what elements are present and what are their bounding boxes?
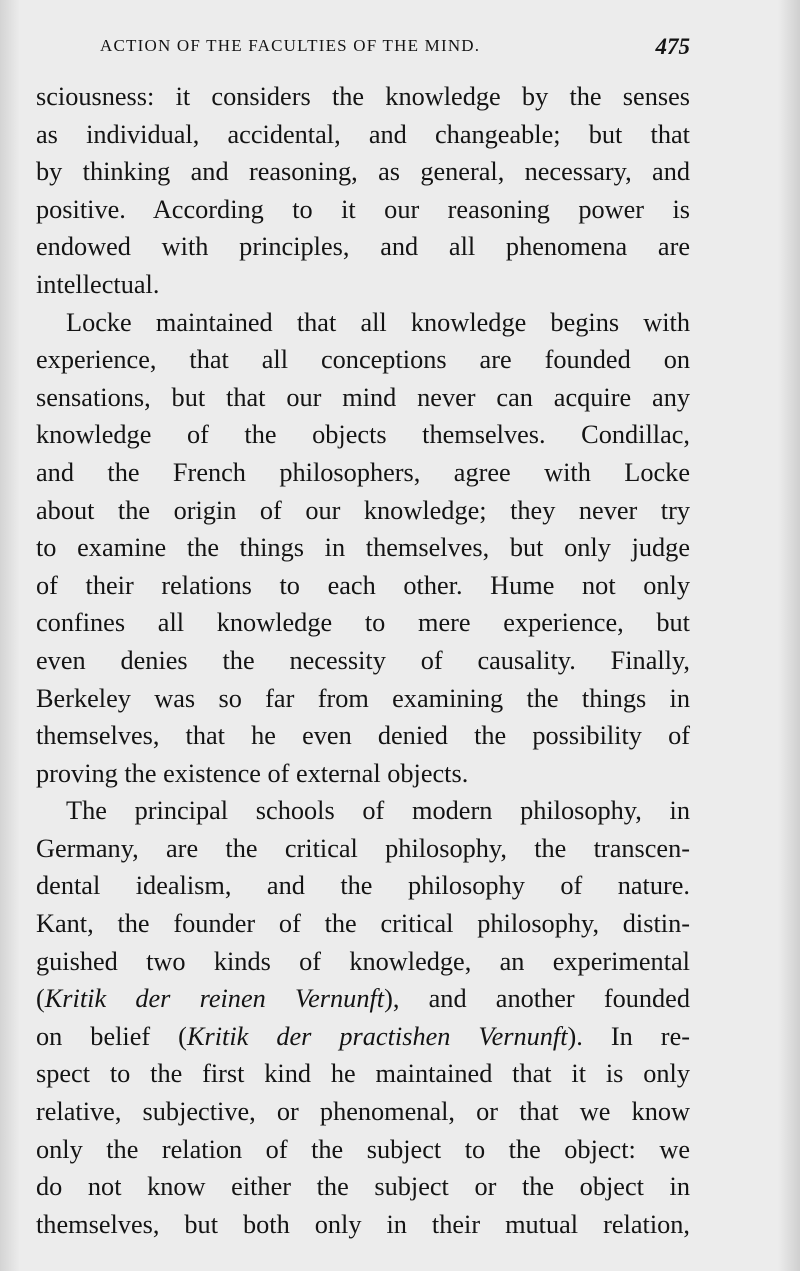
text-line: spect to the first kind he maintained that it is only xyxy=(36,1059,690,1089)
running-head xyxy=(100,34,690,64)
text-line: Berkeley was so far from examining the things in xyxy=(36,683,690,713)
text-line: proving the existence of external objects. xyxy=(36,758,469,788)
text-line: sciousness: it considers the knowledge by the senses xyxy=(36,82,690,111)
text-line: Kant, the founder of the critical philosophy, distin- xyxy=(36,909,690,939)
text-line: by thinking and reasoning, as general, necessary, and xyxy=(36,157,690,187)
text-line: themselves, but both only in their mutual relation, xyxy=(36,1209,690,1239)
text-line: Locke maintained that all knowledge begins with xyxy=(66,307,690,337)
text-line: sensations, but that our mind never can acquire any xyxy=(36,382,690,412)
text-line: positive. According to it our reasoning power is xyxy=(36,194,690,224)
text-line: Germany, are the critical philosophy, the transcen- xyxy=(36,833,690,863)
page-number: 475 xyxy=(655,34,690,59)
text-line: even denies the necessity of causality. Finally, xyxy=(36,645,690,675)
text-line: intellectual. xyxy=(36,269,160,299)
text-line: of their relations to each other. Hume not only xyxy=(36,570,690,600)
paragraph xyxy=(36,792,690,1243)
text-line: to examine the things in themselves, but only judge xyxy=(36,533,690,563)
text-line: about the origin of our knowledge; they never try xyxy=(36,495,690,525)
text-line: on belief (Kritik der practishen Vernunft). In re- xyxy=(36,1021,690,1051)
running-title: ACTION OF THE FACULTIES OF THE MIND. xyxy=(100,36,481,55)
text-line: The principal schools of modern philosophy, in xyxy=(66,796,690,826)
text-line: confines all knowledge to mere experience, but xyxy=(36,608,690,638)
text-line: experience, that all conceptions are founded on xyxy=(36,345,690,375)
text-line: only the relation of the subject to the object: we xyxy=(36,1134,690,1164)
text-line: and the French philosophers, agree with Locke xyxy=(36,457,690,487)
paragraph xyxy=(36,304,690,793)
book-title-italic: Kritik der practishen Vernunft xyxy=(186,1021,568,1051)
body-text xyxy=(36,78,690,1243)
text-line: guished two kinds of knowledge, an experimental xyxy=(36,946,690,976)
text-line: endowed with principles, and all phenomena are xyxy=(36,232,690,262)
text-line: themselves, that he even denied the possibility of xyxy=(36,721,690,751)
paragraph xyxy=(36,78,690,304)
text-line: relative, subjective, or phenomenal, or that we know xyxy=(36,1097,690,1127)
text-line: as individual, accidental, and changeable; but that xyxy=(36,119,690,149)
text-line: knowledge of the objects themselves. Condillac, xyxy=(36,420,690,450)
text-line: dental idealism, and the philosophy of nature. xyxy=(36,871,690,901)
book-title-italic: Kritik der reinen Vernunft xyxy=(44,984,385,1014)
text-line: (Kritik der reinen Vernunft), and another founded xyxy=(36,984,690,1014)
text-line: do not know either the subject or the object in xyxy=(36,1172,690,1202)
